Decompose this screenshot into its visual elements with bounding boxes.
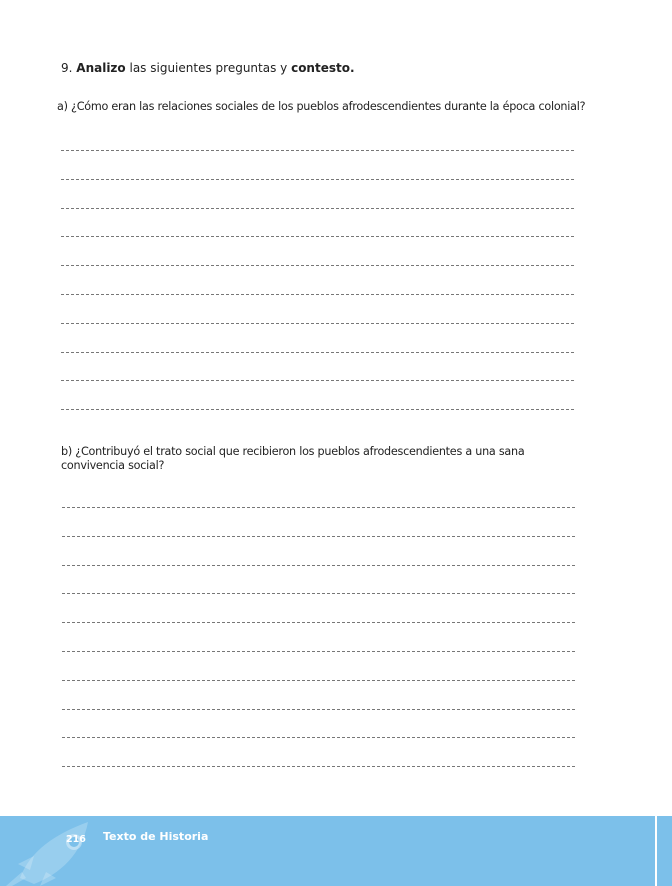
answer-line[interactable]	[62, 737, 575, 738]
answer-line[interactable]	[62, 507, 575, 508]
answer-line[interactable]	[62, 680, 575, 681]
answer-line[interactable]	[61, 208, 574, 209]
answer-line[interactable]	[61, 323, 574, 324]
answer-line[interactable]	[61, 265, 574, 266]
answer-line[interactable]	[61, 236, 574, 237]
answer-line[interactable]	[61, 409, 574, 410]
exercise-verb-analizo: Analizo	[76, 61, 126, 75]
exercise-instruction	[61, 61, 355, 75]
page-footer	[0, 816, 655, 886]
book-title: Texto de Historia	[103, 830, 209, 843]
answer-line[interactable]	[62, 565, 575, 566]
answer-line[interactable]	[62, 709, 575, 710]
question-a: a) ¿Cómo eran las relaciones sociales de los pueblos afrodescendientes durante la época colonial?	[57, 100, 586, 113]
answer-line[interactable]	[61, 352, 574, 353]
exercise-number: 9.	[61, 61, 73, 75]
rocket-icon	[0, 816, 120, 886]
footer-edge-tab	[657, 816, 672, 886]
answer-line[interactable]	[62, 593, 575, 594]
answer-line[interactable]	[61, 380, 574, 381]
answer-line[interactable]	[62, 766, 575, 767]
answer-line[interactable]	[62, 536, 575, 537]
answer-line[interactable]	[62, 622, 575, 623]
exercise-instruction-text: las siguientes preguntas y	[125, 61, 292, 75]
answer-line[interactable]	[62, 651, 575, 652]
exercise-verb-contesto: contesto.	[291, 61, 355, 75]
page-number: 216	[66, 834, 86, 845]
answer-line[interactable]	[61, 294, 574, 295]
answer-line[interactable]	[61, 150, 574, 151]
answer-line[interactable]	[61, 179, 574, 180]
question-b: b) ¿Contribuyó el trato social que recibieron los pueblos afrodescendientes a una sana convivencia social?	[61, 445, 525, 472]
